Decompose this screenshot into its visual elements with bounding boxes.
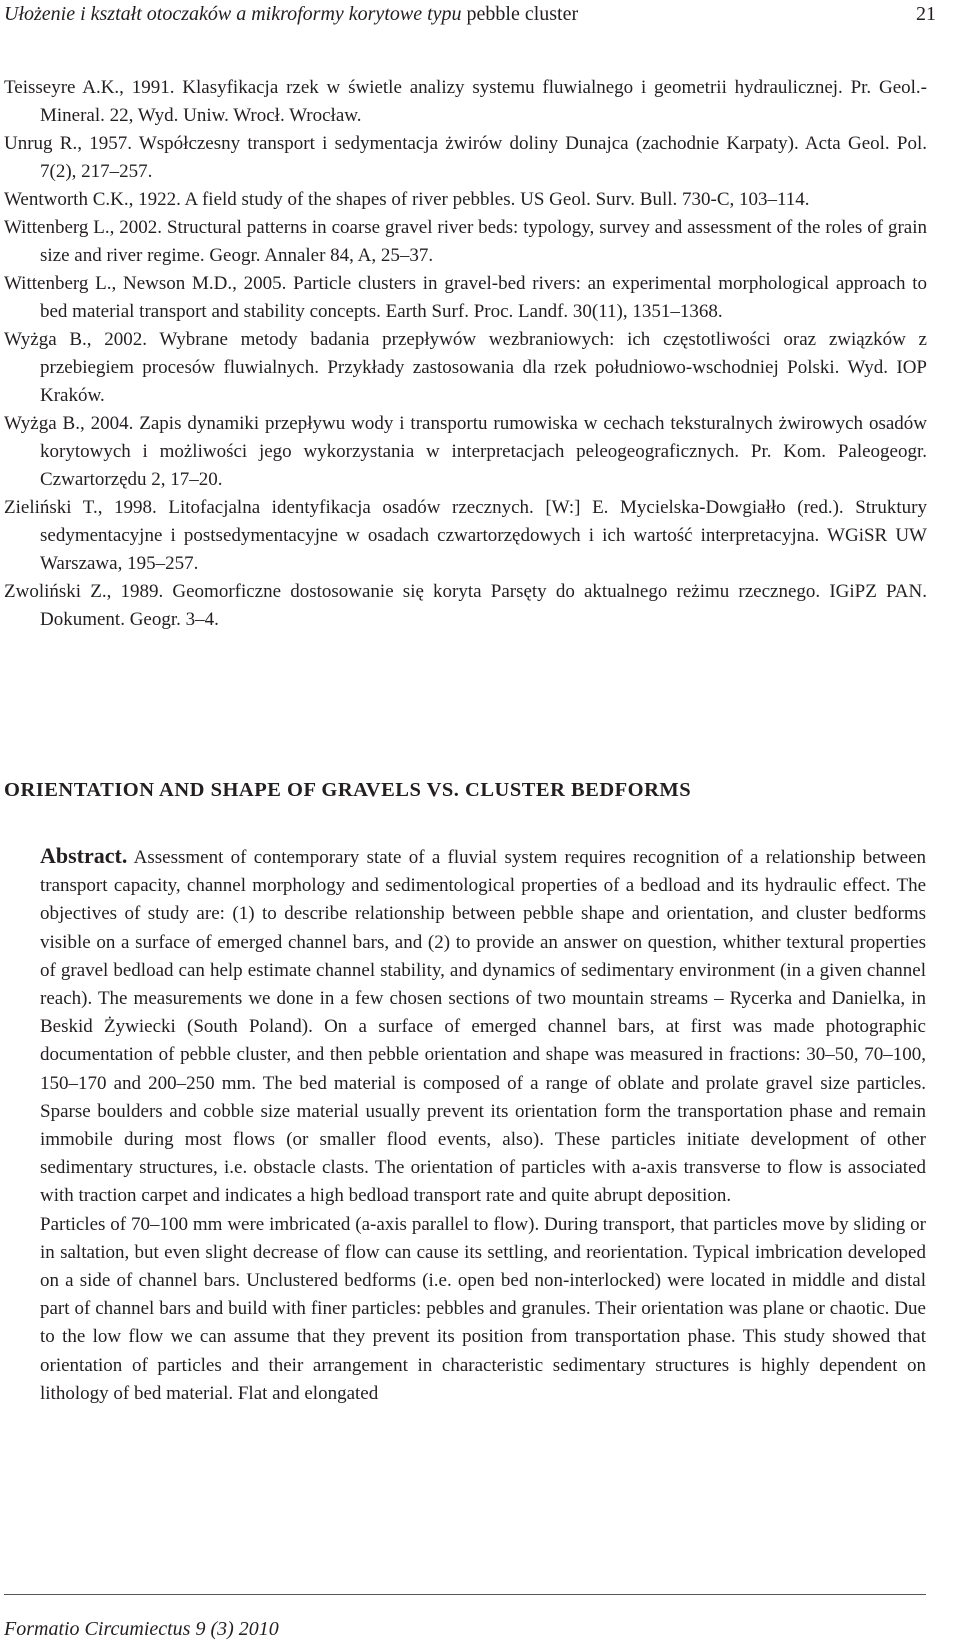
running-header	[4, 0, 936, 28]
reference-entry: Wittenberg L., 2002. Structural patterns in coarse gravel river beds: typology, survey and assessment of the roles of grain size and river regime. Geogr. Annaler 84, A, 25–37.	[4, 217, 927, 266]
reference-entry: Zwoliński Z., 1989. Geomorficzne dostosowanie się koryta Parsęty do aktualnego reżimu rzecznego. IGiPZ PAN. Dokument. Geogr. 3–4.	[4, 581, 927, 630]
reference-entry: Wyżga B., 2002. Wybrane metody badania przepływów wezbraniowych: ich częstotliwości oraz związków z przebiegiem procesów fluwialnych. Przykłady zastosowania dla rzek południowo-wschodniej Polski. Wyd. IOP Kraków.	[4, 329, 927, 406]
page-number: 21	[916, 3, 936, 25]
reference-entry: Unrug R., 1957. Współczesny transport i sedymentacja żwirów doliny Dunajca (zachodnie Karpaty). Acta Geol. Pol. 7(2), 217–257.	[4, 133, 927, 182]
abstract-label: Abstract.	[40, 843, 128, 868]
reference-entry: Wittenberg L., Newson M.D., 2005. Particle clusters in gravel-bed rivers: an experimental morphological approach to bed material transport and stability concepts. Earth Surf. Proc. Landf. 30(11), 1351–1368.	[4, 273, 927, 322]
running-header-title-italic: Ułożenie i kształt otoczaków a mikroformy korytowe typu	[4, 3, 462, 25]
reference-entry: Zieliński T., 1998. Litofacjalna identyfikacja osadów rzecznych. [W:] E. Mycielska-Dowgiałło (red.). Struktury sedymentacyjne i postsedymentacyjne w osadach czwartorzędowych i ich wartość interpretacyjna. WGiSR UW Warszawa, 195–257.	[4, 497, 927, 574]
section-heading: ORIENTATION AND SHAPE OF GRAVELS VS. CLUSTER BEDFORMS	[4, 779, 692, 801]
footer-journal-citation: Formatio Circumiectus 9 (3) 2010	[4, 1618, 279, 1640]
footer-divider	[4, 1594, 926, 1595]
abstract-paragraph-1	[40, 842, 926, 1211]
reference-entry: Wyżga B., 2004. Zapis dynamiki przepływu wody i transportu rumowiska w cechach teksturalnych żwirowych osadów korytowych i możliwości jego wykorzystania w interpretacjach peleogeograficznych. Pr. Kom. Paleogeogr. Czwartorzędu 2, 17–20.	[4, 413, 927, 490]
abstract-paragraph-2: Particles of 70–100 mm were imbricated (a-axis parallel to flow). During transport, that particles move by sliding or in saltation, but even slight decrease of flow can cause its settling, and reorientation. Typical imbrication developed on a side of channel bars. Unclustered bedforms (i.e. open bed non-interlocked) were located in middle and distal part of channel bars and build with finer particles: pebbles and granules. Their orientation was plane or chaotic. Due to the low flow we can assume that they prevent its position from transportation phase. This study showed that orientation of particles and their arrangement in characteristic sedimentary structures is highly dependent on lithology of bed material. Flat and elongated	[40, 1213, 926, 1404]
abstract	[40, 842, 926, 1408]
running-header-title-upright: pebble cluster	[466, 3, 579, 25]
reference-entry: Wentworth C.K., 1922. A field study of the shapes of river pebbles. US Geol. Surv. Bull. 730-C, 103–114.	[4, 189, 810, 210]
running-header-title	[4, 0, 578, 28]
references-list	[4, 74, 927, 634]
abstract-paragraph-1-text: Assessment of contemporary state of a fluvial system requires recognition of a relationship between transport capacity, channel morphology and sedimentological properties of a bedload and its hydraulic effect. The objectives of study are: (1) to describe relationship between pebble shape and orientation, and cluster bedforms visible on a surface of emerged channel bars, and (2) to provide an answer on question, whither textural properties of gravel bedload can help estimate channel stability, and dynamics of sedimentary environment (in a given channel reach). The measurements we done in a few chosen sections of two mountain streams – Rycerka and Danielka, in Beskid Żywiecki (South Poland). On a surface of emerged channel bars, at first was made photographic documentation of pebble cluster, and then pebble orientation and shape was measured in fractions: 30–50, 70–100, 150–170 and 200–250 mm. The bed material is composed of a range of oblate and prolate gravel size particles. Sparse boulders and cobble size material usually prevent its orientation form the transportation phase and remain immobile during most flows (or smaller flood events, also). These particles initiate development of other sedimentary structures, i.e. obstacle clasts. The orientation of particles with a-axis transverse to flow is associated with traction carpet and indicates a high bedload transport rate and quite abrupt deposition.	[40, 847, 926, 1207]
reference-entry: Teisseyre A.K., 1991. Klasyfikacja rzek w świetle analizy systemu fluwialnego i geometrii hydraulicznej. Pr. Geol.-Mineral. 22, Wyd. Uniw. Wrocł. Wrocław.	[4, 77, 927, 126]
